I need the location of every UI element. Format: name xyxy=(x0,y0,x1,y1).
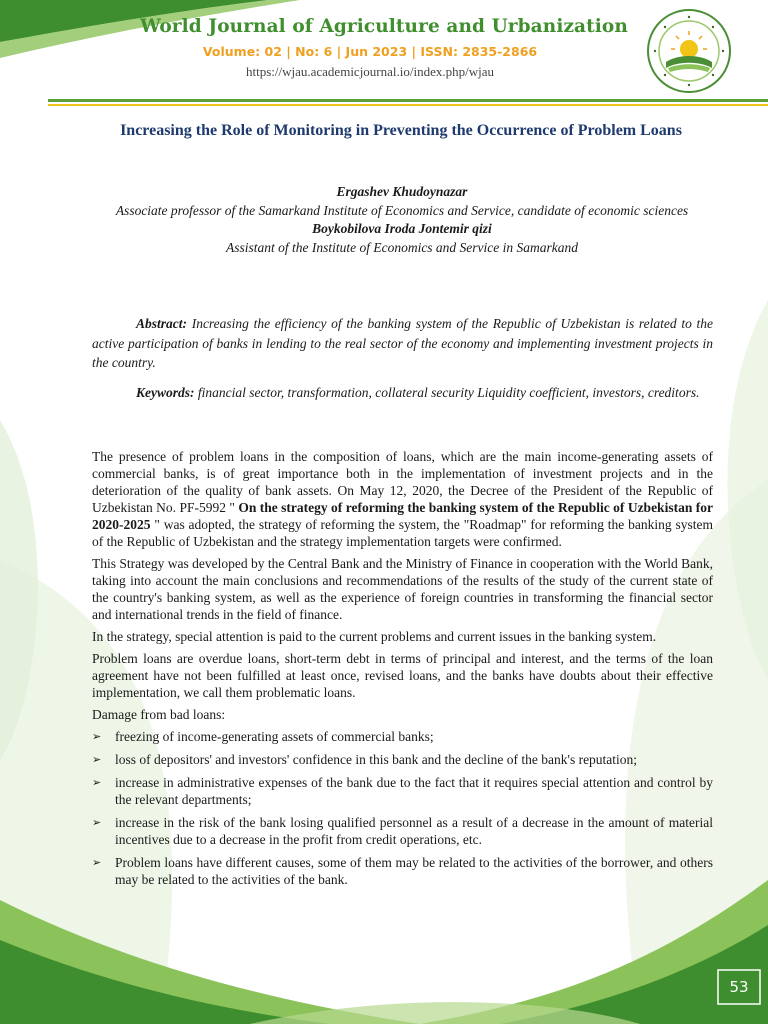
list-item-text: increase in administrative expenses of the bank due to the fact that it requires special attention and control by the relevant departments; xyxy=(115,775,713,807)
header-divider-yellow xyxy=(48,104,768,106)
list-item-text: loss of depositors' and investors' confidence in this bank and the decline of the bank's reputation; xyxy=(115,752,638,767)
journal-url[interactable]: https://wjau.academicjournal.io/index.php/wjau xyxy=(245,64,495,79)
abstract-label: Abstract: xyxy=(136,316,188,331)
abstract-text: Increasing the efficiency of the banking system of the Republic of Uzbekistan is related to the active participation of banks in lending to the real sector of the economy and implementing investment projects in the country. xyxy=(92,316,713,370)
list-item xyxy=(92,814,713,848)
list-item xyxy=(92,751,713,768)
arrow-bullet-icon: ➢ xyxy=(92,730,102,743)
list-item-text: increase in the risk of the bank losing qualified personnel as a result of a decrease in the amount of material incentives due to a decrease in the profit from credit operations, etc. xyxy=(115,815,713,847)
article-title: Increasing the Role of Monitoring in Preventing the Occurrence of Problem Loans xyxy=(120,122,682,139)
body-paragraph: Damage from bad loans: xyxy=(92,707,226,722)
arrow-bullet-icon: ➢ xyxy=(92,776,102,789)
author-block xyxy=(80,183,724,257)
author-affiliation: Assistant of the Institute of Economics and Service in Samarkand xyxy=(225,239,579,255)
body-paragraph: In the strategy, special attention is paid to the current problems and current issues in the banking system. xyxy=(92,629,657,644)
arrow-bullet-icon: ➢ xyxy=(92,753,102,766)
abstract-paragraph xyxy=(92,314,713,373)
article-body xyxy=(92,448,713,894)
body-text-segment: " was adopted, the strategy of reforming the system, the "Roadmap" for reforming the banking system of the Republic of Uzbekistan and the strategy implementation targets were confirmed. xyxy=(92,517,713,549)
list-item xyxy=(92,774,713,808)
damage-list xyxy=(92,728,713,888)
list-item-text: Problem loans have different causes, some of them may be related to the activities of the borrower, and others may be related to the activities of the bank. xyxy=(115,855,713,887)
body-paragraph: This Strategy was developed by the Central Bank and the Ministry of Finance in cooperation with the World Bank, taking into account the main conclusions and recommendations of the results of the study of the current state of the country's banking system, as well as the experience of foreign countries in transforming the financial sector and international trends in the field of finance. xyxy=(92,556,713,622)
body-text-segment: The presence of problem loans in the composition of loans, which are the main income-generating assets of commercial banks, is of great importance both in the implementation of investment projects and in the deterioration of the quality of bank assets. On May 12, 2020, the Decree of the President of the Republic of Uzbekistan No. PF-5992 " xyxy=(92,449,713,515)
page-number: 53 xyxy=(729,978,749,996)
journal-title: World Journal of Agriculture and Urbanization xyxy=(140,16,628,37)
list-item-text: freezing of income-generating assets of commercial banks; xyxy=(115,729,434,744)
arrow-bullet-icon: ➢ xyxy=(92,856,102,869)
journal-logo-icon xyxy=(646,8,732,94)
list-item xyxy=(92,728,713,745)
list-item xyxy=(92,854,713,888)
body-paragraph: Problem loans are overdue loans, short-term debt in terms of principal and interest, and the terms of the loan agreement have not been fulfilled at least once, revised loans, and the banks have doubts about their effective implementation, we call them problematic loans. xyxy=(92,651,713,700)
header-divider-green xyxy=(48,99,768,102)
author-name: Boykobilova Iroda Jontemir qizi xyxy=(312,221,492,236)
decree-title: On the strategy of reforming the banking system of the Republic of Uzbekistan for 2020-2025 xyxy=(92,500,713,532)
body-paragraph xyxy=(92,448,713,550)
author-affiliation: Associate professor of the Samarkand Institute of Economics and Service, candidate of economic sciences xyxy=(115,202,689,218)
keywords-text: financial sector, transformation, collateral security Liquidity coefficient, investors, creditors. xyxy=(194,384,700,400)
author-name: Ergashev Khudoynazar xyxy=(336,184,468,199)
arrow-bullet-icon: ➢ xyxy=(92,816,102,829)
abstract-section xyxy=(92,314,713,412)
keywords-paragraph xyxy=(92,383,713,403)
journal-volume-issue: Volume: 02 | No: 6 | Jun 2023 | ISSN: 2835-2866 xyxy=(202,44,538,59)
keywords-label: Keywords: xyxy=(136,384,195,400)
